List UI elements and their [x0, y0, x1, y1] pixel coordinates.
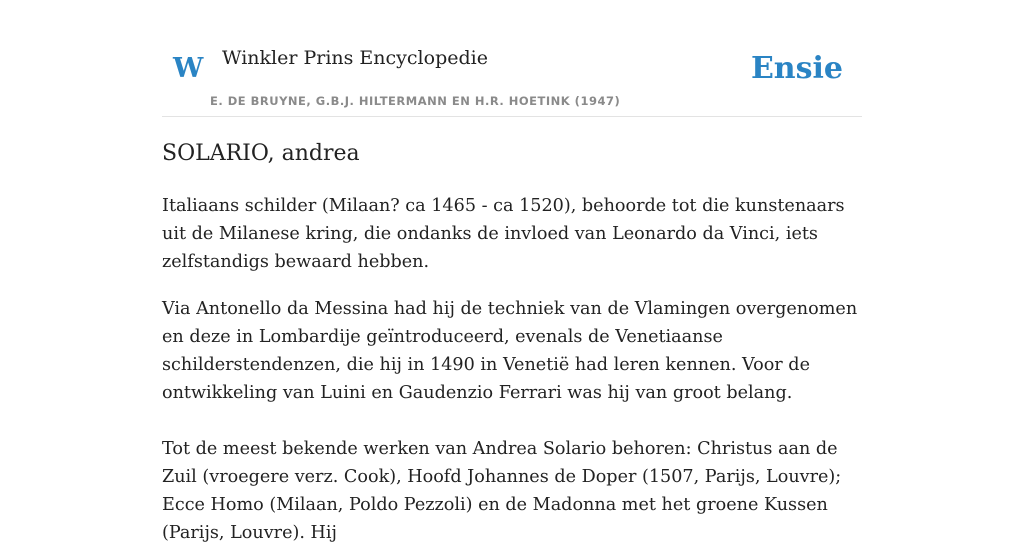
article	[162, 138, 862, 547]
article-paragraph: Via Antonello da Messina had hij de techniek van de Vlamingen overgenomen en deze in Lombardije geïntroduceerd, evenals de Venetiaanse schilderstendenzen, die hij in 1490 in Venetië had leren kennen. Voor de ontwikkeling van Luini en Gaudenzio Ferrari was hij van groot belang.	[162, 299, 858, 403]
article-paragraph: Tot de meest bekende werken van Andrea Solario behoren: Christus aan de Zuil (vroegere verz. Cook), Hoofd Johannes de Doper (1507, Parijs, Louvre); Ecce Homo (Milaan, Poldo Pezzoli) en de Madonna met het groene Kussen (Parijs, Louvre). Hij	[162, 439, 842, 543]
ensie-logo[interactable]: Ensie	[750, 51, 843, 86]
source-authors: E. DE BRUYNE, G.B.J. HILTERMANN EN H.R. HOETINK (1947)	[210, 94, 621, 108]
source-title-link[interactable]: Winkler Prins Encyclopedie	[222, 47, 488, 69]
article-paragraph: Italiaans schilder (Milaan? ca 1465 - ca 1520), behoorde tot die kunstenaars uit de Milanese kring, die ondanks de invloed van Leonardo da Vinci, iets zelfstandigs bewaard hebben.	[162, 196, 845, 272]
winkler-prins-logo-icon[interactable]: W	[173, 53, 204, 84]
article-title: SOLARIO, andrea	[162, 141, 360, 166]
site-header	[162, 0, 862, 117]
